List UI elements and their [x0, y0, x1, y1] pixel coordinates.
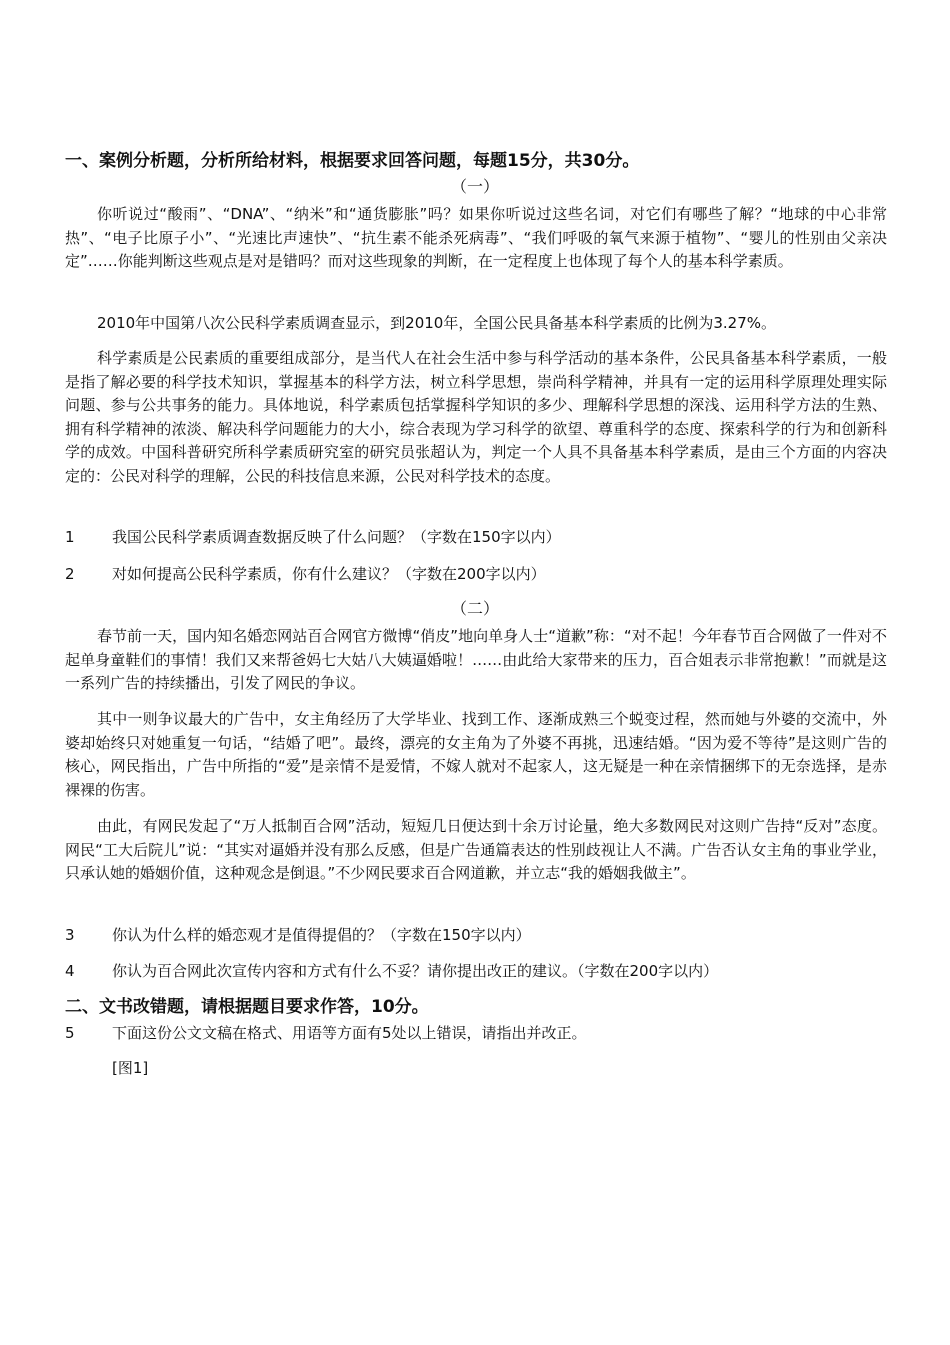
question-number: 2: [65, 565, 75, 583]
question-text: 下面这份公文文稿在格式、用语等方面有5处以上错误，请指出并改正。: [112, 1024, 587, 1042]
section1-heading: 一、案例分析题，分析所给材料，根据要求回答问题，每题15分，共30分。: [65, 151, 640, 171]
question-text: 你认为什么样的婚恋观才是值得提倡的？（字数在150字以内）: [112, 926, 531, 944]
part2-paragraph-2: 其中一则争议最大的广告中，女主角经历了大学毕业、找到工作、逐渐成熟三个蜕变过程，然而她与外婆的交流中，外婆却始终只对她重复一句话，“结婚了吧”。最终，漂亮的女主角为了外婆不再挑，迅速结婚。“因为爱不等待”是这则广告的核心，网民指出，广告中所指的“爱”是亲情不是爱情，不嫁人就对不起家人，这无疑是一种在亲情捆绑下的无奈选择，是赤裸裸的伤害。: [65, 710, 887, 799]
part1-paragraph-3: 科学素质是公民素质的重要组成部分，是当代人在社会生活中参与科学活动的基本条件，公民具备基本科学素质，一般是指了解必要的科学技术知识，掌握基本的科学方法，树立科学思想，崇尚科学精神，并具有一定的运用科学原理处理实际问题、参与公共事务的能力。具体地说，科学素质包括掌握科学知识的多少、理解科学思想的深浅、运用科学方法的生熟、拥有科学精神的浓淡、解决科学问题能力的大小，综合表现为学习科学的欲望、尊重科学的态度、探索科学的行为和创新科学的成效。中国科普研究所科学素质研究室的研究员张超认为，判定一个人具不具备基本科学素质，是由三个方面的内容决定的：公民对科学的理解，公民的科技信息来源，公民对科学技术的态度。: [65, 349, 887, 485]
question-text: 你认为百合网此次宣传内容和方式有什么不妥？请你提出改正的建议。（字数在200字以内）: [112, 962, 719, 980]
question-number: 4: [65, 962, 75, 980]
question-number: 3: [65, 926, 75, 944]
part2-paragraph-3: 由此，有网民发起了“万人抵制百合网”活动，短短几日便达到十余万讨论量，绝大多数网民对这则广告持“反对”态度。网民“工大后院儿”说：“其实对逼婚并没有那么反感，但是广告通篇表达的性别歧视让人不满。广告否认女主角的事业学业，只承认她的婚姻价值，这种观念是倒退。”不少网民要求百合网道歉，并立志“我的婚姻我做主”。: [65, 817, 887, 882]
part2-paragraph-1: 春节前一天，国内知名婚恋网站百合网官方微博“俏皮”地向单身人士“道歉”称：“对不起！今年春节百合网做了一件对不起单身童鞋们的事情！我们又来帮爸妈七大姑八大姨逼婚啦！……由此给大家带来的压力，百合姐表示非常抱歉！”而就是这一系列广告的持续播出，引发了网民的争议。: [65, 627, 887, 692]
part1-paragraph-1: 你听说过“酸雨”、“DNA”、“纳米”和“通货膨胀”吗？如果你听说过这些名词，对它们有哪些了解？“地球的中心非常热”、“电子比原子小”、“光速比声速快”、“抗生素不能杀死病毒”、“我们呼吸的氧气来源于植物”、“婴儿的性别由父亲决定”……你能判断这些观点是对是错吗？而对这些现象的判断，在一定程度上也体现了每个人的基本科学素质。: [65, 205, 887, 270]
question-number: 5: [65, 1024, 75, 1042]
question-text: 我国公民科学素质调查数据反映了什么问题？（字数在150字以内）: [112, 528, 561, 546]
question-number: 1: [65, 528, 75, 546]
part2-title: （二）: [450, 599, 499, 618]
part1-title: （一）: [450, 177, 499, 196]
question-text: 对如何提高公民科学素质，你有什么建议？（字数在200字以内）: [112, 565, 546, 583]
part1-paragraph-2: 2010年中国第八次公民科学素质调查显示，到2010年，全国公民具备基本科学素质的比例为3.27%。: [97, 314, 777, 332]
section2-heading: 二、文书改错题，请根据题目要求作答，10分。: [65, 997, 429, 1017]
figure-placeholder: [图1]: [112, 1059, 149, 1077]
